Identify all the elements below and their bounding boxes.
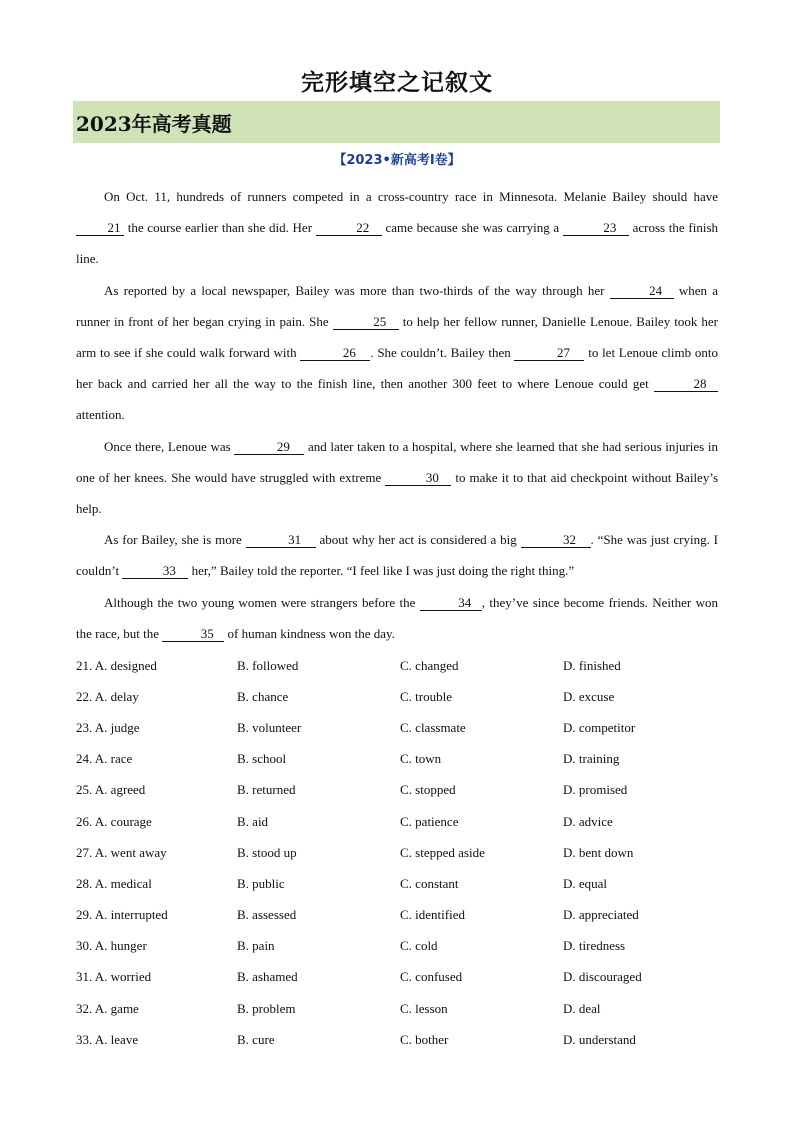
option-choice: 22. A. delay bbox=[76, 688, 139, 704]
option-choice: C. constant bbox=[400, 875, 459, 891]
passage-text: to help her fellow runner, Danielle Lenoue. Bailey took her arm to see if she could walk forward with bbox=[76, 313, 719, 361]
option-row bbox=[76, 1024, 736, 1055]
option-choice: D. appreciated bbox=[563, 907, 639, 923]
option-choice: B. pain bbox=[237, 938, 275, 954]
passage bbox=[76, 181, 718, 649]
option-choice: D. tiredness bbox=[563, 938, 626, 954]
passage-text: when a runner in front of her began crying in pain. She bbox=[76, 282, 718, 329]
option-choice: B. school bbox=[237, 751, 287, 767]
option-row bbox=[76, 806, 736, 837]
option-choice: 28. A. medical bbox=[76, 875, 152, 891]
blank-29: 29 bbox=[234, 439, 304, 455]
option-choice: 31. A. worried bbox=[76, 969, 152, 985]
blank-25: 25 bbox=[333, 314, 399, 330]
option-choice: C. classmate bbox=[400, 719, 466, 735]
passage-text: , they’ve since become friends. Neither won the race, but the bbox=[76, 594, 718, 641]
option-choice: C. stopped bbox=[400, 782, 456, 798]
passage-text: her,” Bailey told the reporter. “I feel like I was just doing the right thing.” bbox=[188, 563, 575, 579]
option-choice: D. advice bbox=[563, 813, 613, 829]
option-row bbox=[76, 681, 736, 712]
option-choice: C. lesson bbox=[400, 1000, 448, 1016]
blank-28: 28 bbox=[654, 376, 718, 392]
option-choice: 30. A. hunger bbox=[76, 938, 147, 954]
option-choice: D. understand bbox=[563, 1031, 636, 1047]
option-choice: 25. A. agreed bbox=[76, 782, 146, 798]
option-choice: 24. A. race bbox=[76, 751, 133, 767]
option-row bbox=[76, 900, 736, 931]
option-choice: C. patience bbox=[400, 813, 459, 829]
passage-text: about why her act is considered a big bbox=[315, 532, 521, 548]
blank-35: 35 bbox=[162, 626, 224, 642]
option-choice: C. trouble bbox=[400, 688, 452, 704]
blank-27: 27 bbox=[514, 345, 584, 361]
option-choice: B. assessed bbox=[237, 907, 297, 923]
page-title: 完形填空之记叙文 bbox=[301, 70, 493, 96]
option-choice: B. problem bbox=[237, 1000, 296, 1016]
passage-text: . “She was just crying. I couldn’t bbox=[76, 532, 718, 579]
option-choice: B. returned bbox=[237, 782, 296, 798]
option-choice: 23. A. judge bbox=[76, 719, 140, 735]
option-row bbox=[76, 962, 736, 993]
passage-text: came because she was carrying a bbox=[381, 220, 563, 236]
option-row bbox=[76, 775, 736, 806]
option-choice: B. followed bbox=[237, 657, 299, 673]
option-choice: C. bother bbox=[400, 1031, 449, 1047]
option-choice: C. identified bbox=[400, 907, 465, 923]
option-choice: C. changed bbox=[400, 657, 459, 673]
option-row bbox=[76, 712, 736, 743]
option-choice: 26. A. courage bbox=[76, 813, 152, 829]
option-choice: D. bent down bbox=[563, 844, 634, 860]
blank-31: 31 bbox=[246, 532, 316, 548]
passage-text: As reported by a local newspaper, Bailey was more than two-thirds of the way through her bbox=[104, 282, 610, 298]
option-choice: D. deal bbox=[563, 1000, 601, 1016]
option-choice: D. equal bbox=[563, 875, 608, 891]
option-choice: D. excuse bbox=[563, 688, 615, 704]
option-choice: 29. A. interrupted bbox=[76, 907, 168, 923]
passage-paragraph bbox=[76, 181, 718, 275]
option-row bbox=[76, 650, 736, 681]
option-choice: B. volunteer bbox=[237, 719, 302, 735]
option-choice: C. confused bbox=[400, 969, 463, 985]
option-choice: 21. A. designed bbox=[76, 657, 157, 673]
passage-paragraph bbox=[76, 275, 718, 431]
option-choice: B. public bbox=[237, 875, 285, 891]
option-choice: D. discouraged bbox=[563, 969, 642, 985]
blank-34: 34 bbox=[420, 595, 482, 611]
blank-24: 24 bbox=[610, 283, 674, 299]
passage-paragraph bbox=[76, 431, 718, 525]
option-row bbox=[76, 868, 736, 899]
passage-text: As for Bailey, she is more bbox=[104, 532, 246, 548]
option-choice: D. promised bbox=[563, 782, 628, 798]
option-row bbox=[76, 837, 736, 868]
options-list bbox=[76, 650, 736, 1055]
option-choice: C. town bbox=[400, 751, 442, 767]
passage-text: to make it to that aid checkpoint without Bailey’s help. bbox=[76, 469, 718, 517]
passage-paragraph bbox=[76, 524, 718, 586]
option-choice: B. chance bbox=[237, 688, 289, 704]
passage-text: Once there, Lenoue was bbox=[104, 438, 235, 454]
passage-text: to let Lenoue climb onto her back and carried her all the way to the finish line, then another 300 feet to where Lenoue could get bbox=[76, 345, 719, 392]
section-header bbox=[73, 101, 720, 143]
option-choice: C. stepped aside bbox=[400, 844, 485, 860]
blank-23: 23 bbox=[563, 220, 629, 236]
option-row bbox=[76, 993, 736, 1024]
option-choice: D. training bbox=[563, 751, 620, 767]
passage-text: attention. bbox=[76, 407, 125, 423]
passage-text: the course earlier than she did. Her bbox=[124, 220, 316, 236]
blank-26: 26 bbox=[300, 345, 370, 361]
passage-text: Although the two young women were strangers before the bbox=[104, 594, 420, 610]
blank-22: 22 bbox=[316, 220, 382, 236]
blank-30: 30 bbox=[385, 470, 451, 486]
passage-paragraph bbox=[76, 587, 718, 649]
option-choice: 33. A. leave bbox=[76, 1031, 139, 1047]
passage-text: of human kindness won the day. bbox=[224, 625, 395, 641]
passage-text: across the finish line. bbox=[76, 220, 719, 267]
blank-21: 21 bbox=[76, 220, 124, 236]
section-title: 2023年高考真题 bbox=[76, 111, 232, 136]
option-row bbox=[76, 744, 736, 775]
option-choice: D. finished bbox=[563, 657, 621, 673]
option-row bbox=[76, 931, 736, 962]
option-choice: C. cold bbox=[400, 938, 438, 954]
option-choice: 27. A. went away bbox=[76, 844, 167, 860]
option-choice: B. cure bbox=[237, 1031, 275, 1047]
source-label: 【2023•新高考I卷】 bbox=[333, 153, 461, 168]
option-choice: B. stood up bbox=[237, 844, 297, 860]
option-choice: B. aid bbox=[237, 813, 269, 829]
option-choice: B. ashamed bbox=[237, 969, 298, 985]
passage-text: On Oct. 11, hundreds of runners competed in a cross-country race in Minnesota. Melanie Bailey should have bbox=[104, 189, 718, 204]
option-choice: 32. A. game bbox=[76, 1000, 139, 1016]
passage-text: . She couldn’t. Bailey then bbox=[370, 345, 515, 361]
blank-32: 32 bbox=[521, 532, 591, 548]
blank-33: 33 bbox=[122, 563, 188, 579]
passage-text: and later taken to a hospital, where she learned that she had serious injuries in one of her knees. She would have struggled with extreme bbox=[76, 438, 718, 485]
option-choice: D. competitor bbox=[563, 719, 636, 735]
